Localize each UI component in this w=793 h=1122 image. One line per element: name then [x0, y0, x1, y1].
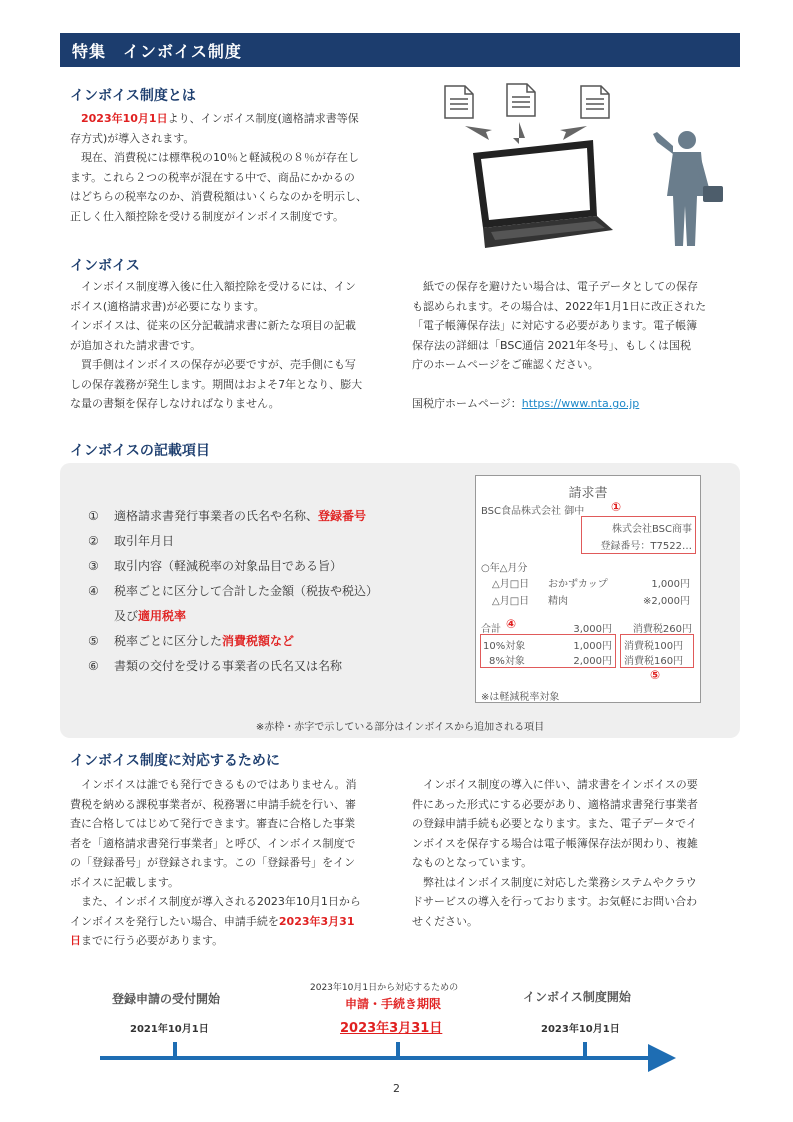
milestone-1-label: 登録申請の受付開始: [112, 992, 221, 1006]
invoice-title: 請求書: [568, 486, 608, 501]
heading-invoice-items: インボイスの記載項目: [70, 443, 210, 459]
invoice-paragraph-left: インボイス制度導入後に仕入額控除を受けるには、イン ボイス(適格請求書)が必要になります。 インボイスは、従来の区分記載請求書に新たな項目の記載 が追加された請求書です。 買手側はインボイスの保存が必要ですが、売手側にも写 しの保存義務が発生します。期間はおよそ7年となり、膨大 な量の書類を保存しなければなりません。: [70, 280, 363, 410]
intro-paragraph: 2023年10月1日より、インボイス制度(適格請求書等保 存方式)が導入されます。 現在、消費税には標準税の10％と軽減税の８％が存在し ます。これら２つの税率が混在する中で、商品にかかるの はどちらの税率なのか、消費税額はいくらなのかを明示し、 正しく仕入額控除を受ける制度がインボイス制度です。: [70, 112, 367, 223]
tick-3: [583, 1042, 587, 1058]
feature-banner: [60, 33, 740, 67]
document-icon: [507, 84, 535, 116]
illustration: [425, 78, 740, 253]
list-item: ③ 取引内容（軽減税率の対象品目である旨）: [88, 559, 343, 573]
items-note: ※赤枠・赤字で示している部分はインボイスから追加される項目: [255, 722, 545, 733]
respond-paragraph-right: インボイス制度の導入に伴い、請求書をインボイスの要 件にあった形式にする必要があり、適格請求書発行事業者 の登録申請手続も必要となります。また、電子データでイ ンボイスを保存する場合は電子帳簿保存法が関わり、複雑 なものとなっています。 弊社はインボイス制度に対応した業務システムやクラウ ドサービスの導入を行っております。お気軽にお問い合わ せください。: [412, 778, 698, 928]
list-item: ⑥ 書類の交付を受ける事業者の氏名又は名称: [88, 659, 343, 673]
milestone-2-label: 申請・手続き期限: [345, 997, 442, 1011]
list-item: 及び適用税率: [114, 609, 187, 623]
document-icon: [581, 86, 609, 118]
page-number: 2: [393, 1082, 400, 1095]
nta-link[interactable]: https://www.nta.go.jp: [521, 397, 640, 410]
milestone-3-date: 2023年10月1日: [541, 1024, 620, 1035]
list-item: ① 適格請求書発行事業者の氏名や名称、登録番号: [88, 509, 367, 523]
laptop-icon: [473, 140, 613, 248]
list-item: ④ 税率ごとに区分して合計した金額（税抜や税込）: [88, 584, 379, 598]
arrow-icon: [465, 122, 587, 144]
timeline-arrow: [100, 1038, 680, 1078]
required-items-list: [88, 504, 378, 679]
heading-how-to-respond: インボイス制度に対応するために: [70, 753, 280, 769]
start-date: 2023年10月1日: [81, 112, 168, 125]
heading-invoice: インボイス: [70, 258, 140, 274]
milestone-2-date: 2023年3月31日: [340, 1021, 443, 1036]
milestone-3-label: インボイス制度開始: [523, 990, 631, 1004]
heading-invoice-system: インボイス制度とは: [70, 88, 196, 104]
list-item: ⑤ 税率ごとに区分した消費税額など: [88, 634, 295, 648]
tick-1: [173, 1042, 177, 1058]
tick-2: [396, 1042, 400, 1058]
banner-title: 特集 インボイス制度: [72, 42, 242, 61]
milestone-2-caption: 2023年10月1日から対応するための: [310, 983, 459, 993]
document-icon: [445, 86, 473, 118]
invoice-sample: 請求書 BSC食品株式会社 御中 ① 株式会社BSC商事 登録番号：T7522… ○年△月分 △月□日 おかずカップ 1,000円 △月□日 精肉 ※2,000円 合計 ④ 3,000円 消費税260円 10%対象 1,000円 8%対象 2,000円 消費税100円 消費税160円 ⑤ ※は軽減税率対象: [475, 475, 701, 703]
invoice-paragraph-right: 紙での保存を避けたい場合は、電子データとしての保存 も認められます。その場合は、2022年1月1日に改正された 「電子帳簿保存法」に対応する必要があります。電子帳簿 保存法の詳細は「BSC通信 2021年冬号」、もしくは国税 庁のホームページをご確認ください。 国税庁ホームページ：https://www.nta.go.jp: [412, 280, 707, 410]
milestone-1-date: 2021年10月1日: [130, 1024, 209, 1035]
list-item: ② 取引年月日: [88, 534, 175, 548]
businessman-icon: [653, 131, 723, 246]
respond-paragraph-left: インボイスは誰でも発行できるものではありません。消 費税を納める課税事業者が、税務署に申請手続を行い、審 査に合格してはじめて発行できます。審査に合格した事業 者を「適格請求書発行事業者」と呼び、インボイス制度で の「登録番号」が登録されます。この「登録番号」をイン ボイスに記載します。 また、インボイス制度が導入される2023年10月1日から インボイスを発行したい場合、申請手続を2023年3月31 日までに行う必要があります。: [70, 778, 361, 947]
